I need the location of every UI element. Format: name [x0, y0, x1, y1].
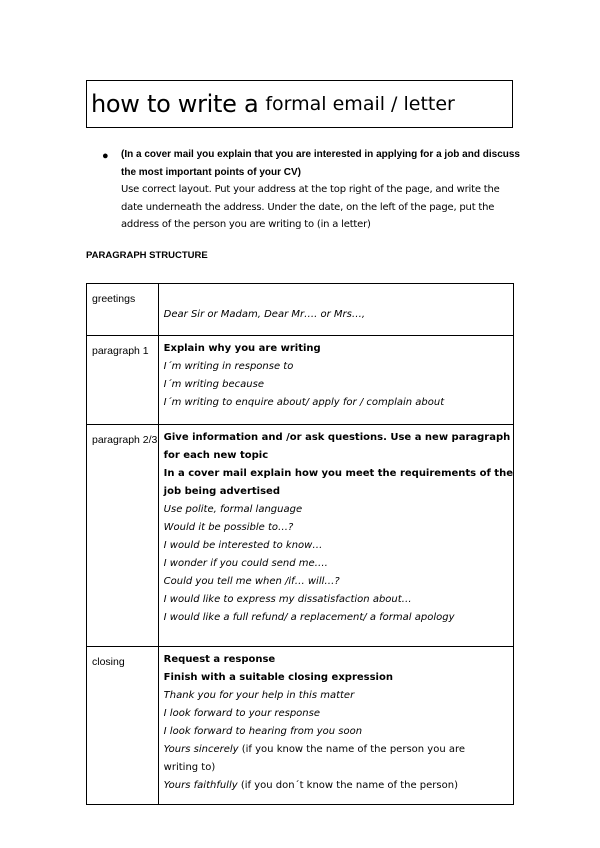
- line-text: job being advertised: [163, 486, 280, 497]
- content-line: [164, 705, 513, 723]
- line-text: Request a response: [163, 654, 276, 665]
- page-title: how to write a: [91, 90, 259, 118]
- line-text: Would it be possible to…?: [163, 522, 294, 533]
- page-subtitle: formal email / letter: [265, 93, 455, 115]
- content-line: [164, 591, 513, 609]
- line-text: Could you tell me when /if… will…?: [163, 576, 340, 587]
- content-line: [164, 573, 513, 591]
- line-text: Finish with a suitable closing expression: [163, 672, 393, 683]
- content-line: [164, 306, 513, 324]
- line-text: I would like to express my dissatisfaction about…: [163, 594, 412, 605]
- intro-plain-text: Use correct layout. Put your address at the top right of the page, and write the date underneath the address. Under the date, on the left of the page, put the address of the person you are writing to (in a letter): [121, 184, 500, 230]
- content-line: [164, 741, 513, 759]
- line-text: Yours sincerely: [163, 744, 239, 755]
- table-row: [87, 647, 514, 805]
- line-suffix: (if you don´t know the name of the person): [237, 780, 458, 791]
- content-line: [164, 723, 513, 741]
- content-line: [164, 358, 513, 376]
- line-text: Dear Sir or Madam, Dear Mr…. or Mrs…,: [163, 309, 365, 320]
- row-content: [158, 336, 513, 425]
- row-label: closing: [87, 647, 159, 805]
- content-line: [164, 288, 513, 306]
- content-line: [164, 483, 513, 501]
- content-line: [164, 447, 513, 465]
- line-text: I look forward to your response: [163, 708, 320, 719]
- content-line: [164, 519, 513, 537]
- row-content: [158, 284, 513, 336]
- content-line: [164, 394, 513, 412]
- content-line: [164, 340, 513, 358]
- content-line: [164, 429, 513, 447]
- content-line: [164, 777, 513, 795]
- content-line: [164, 609, 513, 627]
- line-text: Explain why you are writing: [163, 343, 321, 354]
- row-label: paragraph 1: [87, 336, 159, 425]
- content-line: [164, 501, 513, 519]
- content-line: [164, 376, 513, 394]
- line-text: Thank you for your help in this matter: [163, 690, 355, 701]
- line-suffix: writing to): [163, 762, 216, 773]
- intro-paragraph: [121, 146, 521, 234]
- paragraph-structure-table: [86, 283, 514, 805]
- line-text: I´m writing because: [163, 379, 264, 390]
- line-text: Yours faithfully: [163, 780, 238, 791]
- intro-bold-text: (In a cover mail you explain that you are interested in applying for a job and discuss the most important points of your CV): [121, 149, 520, 178]
- content-line: [164, 669, 513, 687]
- line-suffix: (if you know the name of the person you are: [238, 744, 466, 755]
- line-text: I´m writing to enquire about/ apply for / complain about: [163, 397, 445, 408]
- line-text: I wonder if you could send me….: [163, 558, 328, 569]
- line-text: I look forward to hearing from you soon: [163, 726, 363, 737]
- table-row: [87, 425, 514, 647]
- line-text: In a cover mail explain how you meet the requirements of the: [163, 468, 513, 479]
- table-row: [87, 284, 514, 336]
- table-row: [87, 336, 514, 425]
- line-text: Give information and /or ask questions. Use a new paragraph: [163, 432, 511, 443]
- content-line: [164, 465, 513, 483]
- content-line: [164, 537, 513, 555]
- title-box: [86, 80, 513, 128]
- row-label: paragraph 2/3: [87, 425, 159, 647]
- line-text: for each new topic: [163, 450, 269, 461]
- row-content: [158, 425, 513, 647]
- line-text: I´m writing in response to: [163, 361, 294, 372]
- content-line: [164, 687, 513, 705]
- content-line: [164, 555, 513, 573]
- row-content: [158, 647, 513, 805]
- line-text: Use polite, formal language: [163, 504, 303, 515]
- row-label: greetings: [87, 284, 159, 336]
- content-line: [164, 759, 513, 777]
- section-heading: PARAGRAPH STRUCTURE: [86, 250, 208, 261]
- line-text: I would like a full refund/ a replacement/ a formal apology: [163, 612, 455, 623]
- bullet-icon: ●: [102, 150, 109, 162]
- line-text: I would be interested to know…: [163, 540, 323, 551]
- content-line: [164, 651, 513, 669]
